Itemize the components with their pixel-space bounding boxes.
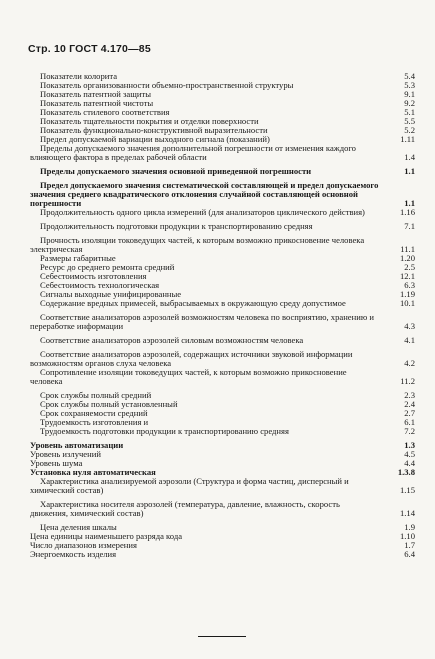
entry-reference: 4.5 bbox=[404, 449, 415, 459]
entry-reference: 9.2 bbox=[404, 98, 415, 108]
entry-reference: 1.16 bbox=[399, 207, 415, 217]
entry-text: Показатель патентной чистоты bbox=[40, 98, 154, 108]
index-entry bbox=[30, 550, 415, 559]
entry-reference: 1.9 bbox=[404, 522, 415, 532]
entry-reference: 1.3.8 bbox=[397, 467, 415, 477]
entry-text: Цена единицы наименьшего разряда кода bbox=[30, 531, 183, 541]
entry-reference: 1.11 bbox=[400, 134, 415, 144]
index-entry bbox=[30, 477, 415, 495]
entry-text: Себестоимость технологическая bbox=[40, 280, 160, 290]
entry-text: Уровень шума bbox=[30, 458, 83, 468]
entry-text: Предел допускаемой вариации выходного сигнала (показаний) bbox=[40, 134, 270, 144]
entry-reference: 1.1 bbox=[404, 166, 415, 176]
entry-text: Показатель функционально-конструктивной выразительности bbox=[40, 125, 268, 135]
entry-reference: 4.3 bbox=[404, 321, 415, 331]
index-entry bbox=[30, 181, 415, 208]
entry-text: Соответствие анализаторов аэрозолей возможностям человека по восприятию, хранению и переработке информации bbox=[30, 312, 374, 331]
index-list bbox=[30, 72, 415, 559]
index-entry bbox=[30, 208, 415, 217]
entry-reference: 11.2 bbox=[400, 376, 415, 386]
entry-reference: 12.1 bbox=[399, 271, 415, 281]
entry-reference: 2.3 bbox=[404, 390, 415, 400]
entry-reference: 1.19 bbox=[399, 289, 415, 299]
entry-text: Продолжительность подготовки продукции к транспортированию средняя bbox=[40, 221, 313, 231]
entry-reference: 4.2 bbox=[404, 358, 415, 368]
entry-text: Характеристика анализируемой аэрозоли (Структура и форма частиц, дисперсный и химический состав) bbox=[30, 476, 349, 495]
entry-reference: 1.1 bbox=[404, 198, 415, 208]
entry-text: Соответствие анализаторов аэрозолей силовым возможностям человека bbox=[40, 335, 304, 345]
entry-text: Сопротивление изоляции токоведущих частей, к которым возможно прикосновение человека bbox=[30, 367, 347, 386]
entry-text: Срок службы полный установленный bbox=[40, 399, 178, 409]
entry-reference: 4.4 bbox=[404, 458, 415, 468]
entry-text: Срок сохраняемости средний bbox=[40, 408, 148, 418]
page-header: Стр. 10 ГОСТ 4.170—85 bbox=[28, 43, 151, 55]
index-entry bbox=[30, 236, 415, 254]
entry-text: Содержание вредных примесей, выбрасываемых в окружающую среду допустимое bbox=[40, 298, 346, 308]
entry-text: Срок службы полный средний bbox=[40, 390, 152, 400]
entry-text: Размеры габаритные bbox=[40, 253, 116, 263]
entry-reference: 1.20 bbox=[399, 253, 415, 263]
entry-text: Число диапазонов измерения bbox=[30, 540, 137, 550]
entry-reference: 5.3 bbox=[404, 80, 415, 90]
entry-reference: 4.1 bbox=[404, 335, 415, 345]
index-entry bbox=[30, 167, 415, 176]
entry-reference: 2.4 bbox=[404, 399, 415, 409]
entry-text: Соответствие анализаторов аэрозолей, содержащих источники звуковой информации возможностям органов слуха человека bbox=[30, 349, 353, 368]
entry-reference: 6.1 bbox=[404, 417, 415, 427]
entry-text: Себестоимость изготовления bbox=[40, 271, 147, 281]
entry-text: Показатель патентной защиты bbox=[40, 89, 151, 99]
index-entry bbox=[30, 368, 415, 386]
index-entry bbox=[30, 222, 415, 231]
entry-reference: 1.15 bbox=[399, 485, 415, 495]
entry-reference: 1.3 bbox=[404, 440, 415, 450]
entry-text: Трудоемкость подготовки продукции к транспортированию средняя bbox=[40, 426, 289, 436]
entry-text: Показатель тщательности покрытия и отделки поверхности bbox=[40, 116, 259, 126]
entry-reference: 5.5 bbox=[404, 116, 415, 126]
entry-text: Трудоемкость изготовления и bbox=[40, 417, 149, 427]
entry-reference: 5.4 bbox=[404, 71, 415, 81]
entry-reference: 11.1 bbox=[400, 244, 415, 254]
entry-reference: 1.10 bbox=[399, 531, 415, 541]
entry-text: Показатель стилевого соответствия bbox=[40, 107, 170, 117]
index-entry bbox=[30, 450, 415, 459]
entry-reference: 10.1 bbox=[399, 298, 415, 308]
entry-text: Предел допускаемого значения систематической составляющей и предел допускаемого значения среднего квадратического отклонения случайной составляющей основной погрешности bbox=[30, 180, 379, 208]
entry-text: Характеристика носителя аэрозолей (температура, давление, влажность, скорость движения, химический состав) bbox=[30, 499, 340, 518]
entry-text: Энергоемкость изделия bbox=[30, 549, 117, 559]
index-entry bbox=[30, 299, 415, 308]
entry-text: Пределы допускаемого значения дополнительной погрешности от изменения каждого влияющего фактора в пределах рабочей области bbox=[30, 143, 356, 162]
entry-text: Сигналы выходные унифицированные bbox=[40, 289, 182, 299]
entry-text: Ресурс до среднего ремонта средний bbox=[40, 262, 175, 272]
entry-reference: 6.4 bbox=[404, 549, 415, 559]
entry-reference: 1.4 bbox=[404, 152, 415, 162]
index-entry bbox=[30, 350, 415, 368]
index-entry bbox=[30, 500, 415, 518]
entry-text: Уровень автоматизации bbox=[30, 440, 124, 450]
entry-reference: 7.2 bbox=[404, 426, 415, 436]
entry-reference: 7.1 bbox=[404, 221, 415, 231]
entry-text: Прочность изоляции токоведущих частей, к которым возможно прикосновение человека электрическая bbox=[30, 235, 365, 254]
entry-reference: 1.7 bbox=[404, 540, 415, 550]
entry-text: Пределы допускаемого значения основной приведенной погрешности bbox=[40, 166, 312, 176]
entry-reference: 2.5 bbox=[404, 262, 415, 272]
index-entry bbox=[30, 313, 415, 331]
index-entry bbox=[30, 427, 415, 436]
entry-text: Показатель организованности объемно-пространственной структуры bbox=[40, 80, 294, 90]
entry-text: Установка нуля автоматическая bbox=[30, 467, 156, 477]
entry-text: Показатели колорита bbox=[40, 71, 118, 81]
entry-text: Цена деления шкалы bbox=[40, 522, 117, 532]
entry-reference: 1.14 bbox=[399, 508, 415, 518]
entry-reference: 5.1 bbox=[404, 107, 415, 117]
entry-reference: 5.2 bbox=[404, 125, 415, 135]
index-entry bbox=[30, 144, 415, 162]
end-rule bbox=[198, 636, 246, 637]
entry-reference: 2.7 bbox=[404, 408, 415, 418]
entry-text: Продолжительность одного цикла измерений (для анализаторов циклического действия) bbox=[40, 207, 365, 217]
entry-reference: 6.3 bbox=[404, 280, 415, 290]
entry-reference: 9.1 bbox=[404, 89, 415, 99]
index-entry bbox=[30, 336, 415, 345]
entry-text: Уровень излучений bbox=[30, 449, 101, 459]
